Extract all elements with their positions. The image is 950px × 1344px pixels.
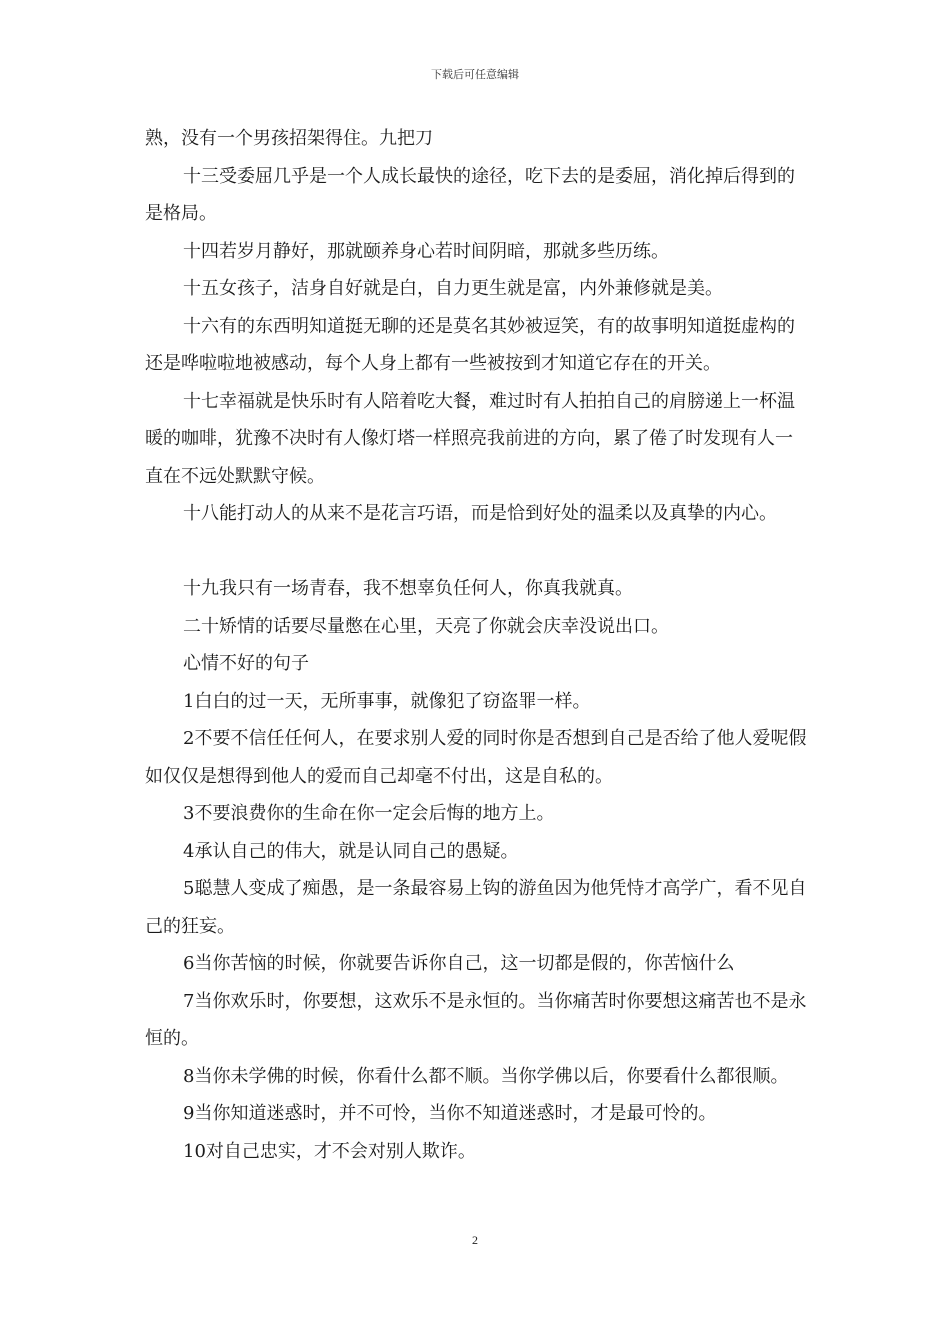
header-text: 下载后可任意编辑 <box>431 68 519 81</box>
paragraph: 十七幸福就是快乐时有人陪着吃大餐，难过时有人拍拍自己的肩膀递上一杯温暖的咖啡，犹豫不决时有人像灯塔一样照亮我前进的方向，累了倦了时发现有人一直在不远处默默守候。 <box>145 390 795 487</box>
paragraph: 5聪慧人变成了痴愚，是一条最容易上钩的游鱼因为他凭恃才高学广，看不见自己的狂妄。 <box>145 878 807 937</box>
section-heading: 心情不好的句子 <box>183 653 309 674</box>
paragraph: 十九我只有一场青春，我不想辜负任何人，你真我就真。 <box>183 578 633 599</box>
paragraph: 8当你未学佛的时候，你看什么都不顺。当你学佛以后，你要看什么都很顺。 <box>183 1065 789 1087</box>
paragraph: 2不要不信任任何人，在要求别人爱的同时你是否想到自己是否给了他人爱呢假如仅仅是想得到他人的爱而自己却毫不付出，这是自私的。 <box>145 728 807 787</box>
paragraph: 熟，没有一个男孩招架得住。九把刀 <box>145 128 433 149</box>
page-header <box>0 66 950 82</box>
paragraph: 1白白的过一天，无所事事，就像犯了窃盗罪一样。 <box>183 690 591 712</box>
paragraph: 4承认自己的伟大，就是认同自己的愚疑。 <box>183 840 519 862</box>
page-number: 2 <box>472 1233 478 1247</box>
paragraph: 十八能打动人的从来不是花言巧语，而是恰到好处的温柔以及真挚的内心。 <box>183 503 777 524</box>
paragraph: 9当你知道迷惑时，并不可怜，当你不知道迷惑时，才是最可怜的。 <box>183 1103 717 1124</box>
paragraph: 6当你苦恼的时候，你就要告诉你自己，这一切都是假的，你苦恼什么 <box>183 953 735 974</box>
document-body <box>145 120 810 1170</box>
paragraph: 十四若岁月静好，那就颐养身心若时间阴暗，那就多些历练。 <box>183 240 669 262</box>
paragraph: 十五女孩子，洁身自好就是白，自力更生就是富，内外兼修就是美。 <box>183 278 723 299</box>
paragraph: 10对自己忠实，才不会对别人欺诈。 <box>183 1140 476 1162</box>
paragraph: 7当你欢乐时，你要想，这欢乐不是永恒的。当你痛苦时你要想这痛苦也不是永恒的。 <box>145 990 807 1049</box>
blank-line <box>145 533 810 571</box>
paragraph: 3不要浪费你的生命在你一定会后悔的地方上。 <box>183 803 555 824</box>
paragraph: 十三受委屈几乎是一个人成长最快的途径，吃下去的是委屈，消化掉后得到的是格局。 <box>145 165 795 224</box>
paragraph: 十六有的东西明知道挺无聊的还是莫名其妙被逗笑，有的故事明知道挺虚构的还是哗啦啦地被感动，每个人身上都有一些被按到才知道它存在的开关。 <box>145 315 795 374</box>
paragraph: 二十矫情的话要尽量憋在心里，天亮了你就会庆幸没说出口。 <box>183 615 669 637</box>
